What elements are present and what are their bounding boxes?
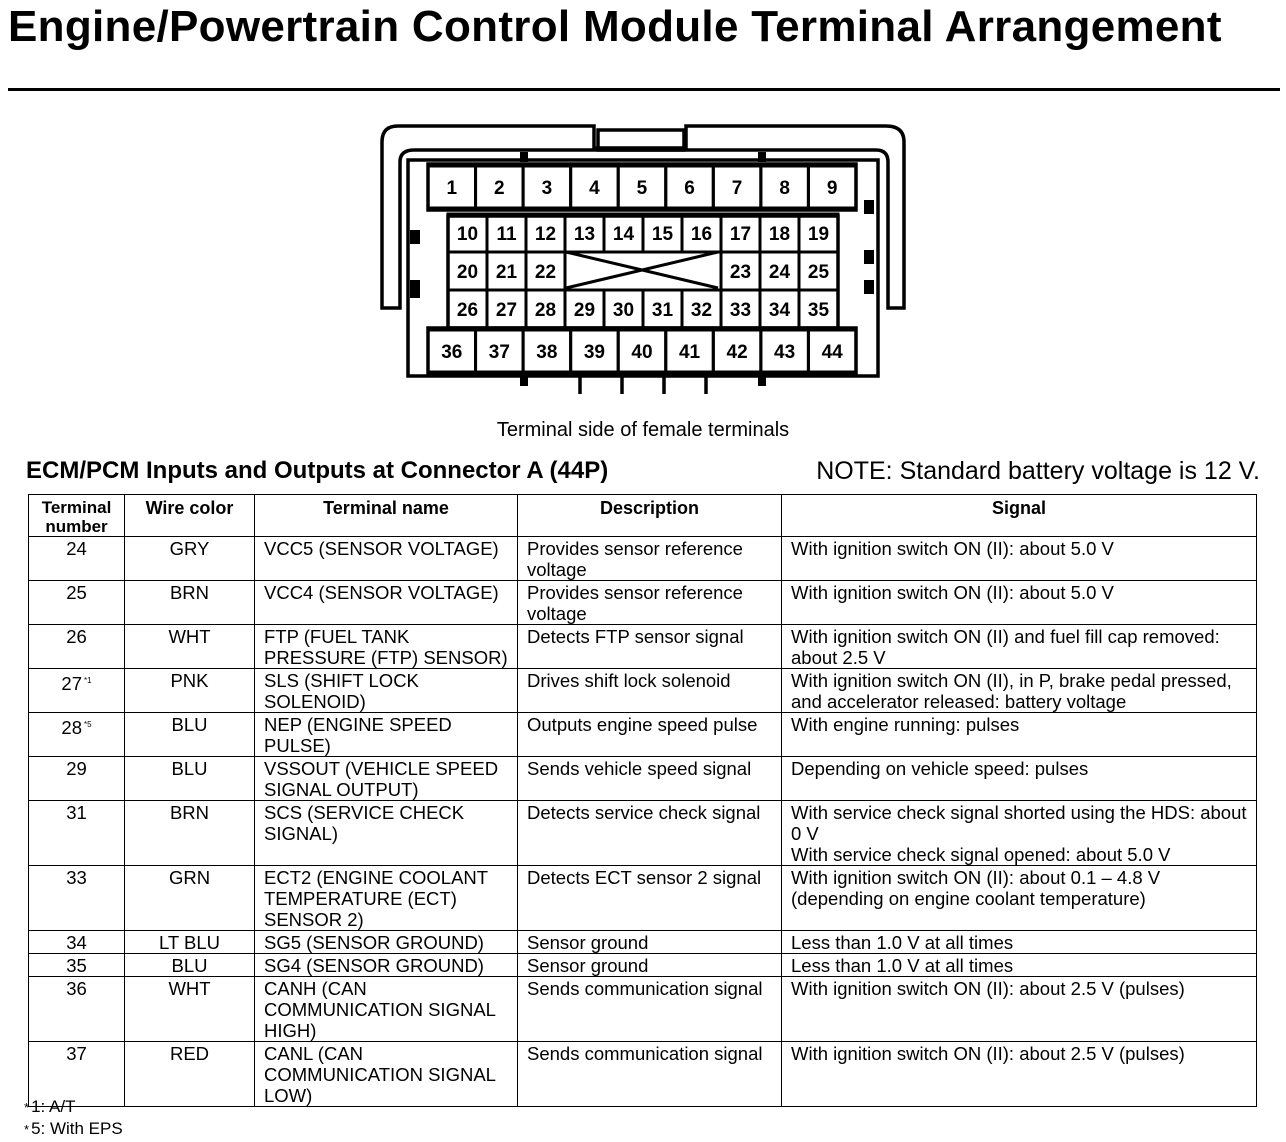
terminal-number-cell: 27 $^{*1}$: [29, 669, 125, 713]
table-row: [29, 625, 1257, 669]
terminal-label: 22: [534, 262, 557, 283]
terminal-label: 16: [690, 224, 713, 245]
header-wire-color: Wire color: [125, 495, 255, 537]
footnote-marker: *5: [84, 720, 92, 729]
wire-color-cell: BLU: [125, 954, 255, 977]
terminal-label: 18: [768, 224, 791, 245]
terminal-number-cell: 33: [29, 866, 125, 931]
wire-color-cell: GRY: [125, 537, 255, 581]
table-row: [29, 537, 1257, 581]
connector-bottom-tabs: [580, 376, 706, 394]
wire-color-cell: WHT: [125, 977, 255, 1042]
signal-cell: With engine running: pulses: [782, 713, 1257, 757]
terminal-label: 10: [456, 224, 479, 245]
terminal-table: [28, 494, 1257, 1107]
terminal-name-cell: FTP (FUEL TANK PRESSURE (FTP) SENSOR): [255, 625, 518, 669]
description-cell: Sends communication signal: [518, 1042, 782, 1107]
table-row: [29, 1042, 1257, 1107]
signal-cell: With ignition switch ON (II): about 0.1 – 4.8 V (depending on engine coolant temperature): [782, 866, 1257, 931]
signal-cell: With ignition switch ON (II): about 5.0 V: [782, 537, 1257, 581]
terminal-number-cell: 35: [29, 954, 125, 977]
table-row: [29, 581, 1257, 625]
terminal-label: 14: [612, 224, 635, 245]
wire-color-cell: LT BLU: [125, 931, 255, 954]
terminal-label: 36: [441, 342, 463, 363]
terminal-label: 31: [651, 300, 674, 321]
terminal-name-cell: SG5 (SENSOR GROUND): [255, 931, 518, 954]
blank-cavity-cross: [566, 252, 718, 288]
terminal-label: 8: [779, 178, 790, 199]
signal-cell: With ignition switch ON (II) and fuel fill cap removed: about 2.5 V: [782, 625, 1257, 669]
wire-color-cell: GRN: [125, 866, 255, 931]
terminal-label: 15: [651, 224, 674, 245]
terminal-name-cell: VSSOUT (VEHICLE SPEED SIGNAL OUTPUT): [255, 757, 518, 801]
header-signal: Signal: [782, 495, 1257, 537]
signal-cell: With ignition switch ON (II), in P, brake pedal pressed, and accelerator released: battery voltage: [782, 669, 1257, 713]
header-terminal-number: Terminal number: [29, 495, 125, 537]
terminal-label: 33: [729, 300, 752, 321]
table-row: [29, 713, 1257, 757]
terminal-number-cell: 29: [29, 757, 125, 801]
terminal-label: 30: [612, 300, 635, 321]
description-cell: Outputs engine speed pulse: [518, 713, 782, 757]
footnote: * 1: A/T: [24, 1097, 76, 1116]
wire-color-cell: WHT: [125, 625, 255, 669]
table-row: [29, 801, 1257, 866]
signal-cell: Less than 1.0 V at all times: [782, 954, 1257, 977]
connector-diagram: [378, 122, 910, 394]
footnote: * 5: With EPS: [24, 1119, 123, 1138]
terminal-name-cell: NEP (ENGINE SPEED PULSE): [255, 713, 518, 757]
terminal-number-cell: 26: [29, 625, 125, 669]
table-row: [29, 866, 1257, 931]
footnote-marker: *1: [84, 676, 92, 685]
terminal-label: 2: [494, 178, 505, 199]
terminal-label: 39: [583, 342, 605, 363]
terminal-label: 29: [573, 300, 596, 321]
terminal-label: 24: [768, 262, 791, 283]
terminal-label: 1: [446, 178, 458, 199]
signal-line: With service check signal shorted using the HDS: about 0 V: [791, 802, 1247, 844]
terminal-label: 37: [488, 342, 510, 363]
terminal-number-cell: 34: [29, 931, 125, 954]
terminal-name-cell: SG4 (SENSOR GROUND): [255, 954, 518, 977]
signal-cell: With ignition switch ON (II): about 2.5 V (pulses): [782, 977, 1257, 1042]
wire-color-cell: BRN: [125, 801, 255, 866]
table-header-row: [29, 495, 1257, 537]
terminal-label: 20: [456, 262, 479, 283]
terminal-label: 32: [690, 300, 713, 321]
terminal-label: 23: [729, 262, 752, 283]
table-row: [29, 977, 1257, 1042]
wire-color-cell: BLU: [125, 713, 255, 757]
header-description: Description: [518, 495, 782, 537]
terminal-name-cell: VCC5 (SENSOR VOLTAGE): [255, 537, 518, 581]
terminal-name-cell: CANH (CAN COMMUNICATION SIGNAL HIGH): [255, 977, 518, 1042]
terminal-label: 41: [678, 342, 701, 363]
description-cell: Detects service check signal: [518, 801, 782, 866]
terminal-label: 7: [731, 178, 743, 199]
terminal-label: 9: [826, 178, 838, 199]
signal-cell: With ignition switch ON (II): about 2.5 V (pulses): [782, 1042, 1257, 1107]
terminal-label: 3: [541, 178, 553, 199]
signal-line: With service check signal opened: about 5.0 V: [791, 844, 1171, 865]
terminal-label: 17: [729, 224, 752, 245]
terminal-number-cell: 36: [29, 977, 125, 1042]
terminal-label: 26: [456, 300, 479, 321]
terminal-name-cell: VCC4 (SENSOR VOLTAGE): [255, 581, 518, 625]
terminal-label: 6: [684, 178, 695, 199]
table-row: [29, 757, 1257, 801]
terminal-number-cell: 28 $^{*5}$: [29, 713, 125, 757]
section-title: ECM/PCM Inputs and Outputs at Connector A (44P): [26, 457, 609, 484]
terminal-name-cell: SCS (SERVICE CHECK SIGNAL): [255, 801, 518, 866]
terminal-label: 40: [631, 342, 653, 363]
terminal-label: 42: [726, 342, 748, 363]
description-cell: Sends communication signal: [518, 977, 782, 1042]
page-title: Engine/Powertrain Control Module Terminal Arrangement: [8, 2, 1222, 51]
terminal-name-cell: SLS (SHIFT LOCK SOLENOID): [255, 669, 518, 713]
terminal-label: 34: [768, 300, 791, 321]
terminal-number-cell: 25: [29, 581, 125, 625]
description-cell: Detects ECT sensor 2 signal: [518, 866, 782, 931]
table-row: [29, 954, 1257, 977]
terminal-label: 35: [807, 300, 830, 321]
terminal-label: 5: [636, 178, 648, 199]
terminal-label: 12: [534, 224, 557, 245]
wire-color-cell: PNK: [125, 669, 255, 713]
terminal-label: 13: [573, 224, 596, 245]
wire-color-cell: BRN: [125, 581, 255, 625]
terminal-label: 25: [807, 262, 830, 283]
wire-color-cell: BLU: [125, 757, 255, 801]
terminal-name-cell: CANL (CAN COMMUNICATION SIGNAL LOW): [255, 1042, 518, 1107]
terminal-label: 4: [589, 178, 600, 199]
title-rule: [8, 88, 1280, 91]
signal-cell: [782, 801, 1257, 866]
header-terminal-name: Terminal name: [255, 495, 518, 537]
description-cell: Sends vehicle speed signal: [518, 757, 782, 801]
description-cell: Provides sensor reference voltage: [518, 537, 782, 581]
signal-cell: With ignition switch ON (II): about 5.0 V: [782, 581, 1257, 625]
terminal-number-cell: 31: [29, 801, 125, 866]
terminal-number-cell: 24: [29, 537, 125, 581]
terminal-label: 44: [821, 342, 843, 363]
description-cell: Sensor ground: [518, 954, 782, 977]
wire-color-cell: RED: [125, 1042, 255, 1107]
terminal-label: 27: [495, 300, 518, 321]
description-cell: Detects FTP sensor signal: [518, 625, 782, 669]
terminal-label: 38: [536, 342, 558, 363]
voltage-note: NOTE: Standard battery voltage is 12 V.: [816, 457, 1260, 485]
terminal-label: 21: [495, 262, 518, 283]
terminal-label: 28: [534, 300, 557, 321]
terminal-label: 43: [774, 342, 796, 363]
footnotes: [24, 1096, 123, 1140]
terminal-number-cell: 37: [29, 1042, 125, 1107]
signal-cell: Less than 1.0 V at all times: [782, 931, 1257, 954]
signal-cell: Depending on vehicle speed: pulses: [782, 757, 1257, 801]
terminal-label: 19: [807, 224, 830, 245]
table-row: [29, 669, 1257, 713]
connector-caption: Terminal side of female terminals: [496, 419, 790, 441]
terminal-name-cell: ECT2 (ENGINE COOLANT TEMPERATURE (ECT) SENSOR 2): [255, 866, 518, 931]
terminal-label: 11: [496, 224, 517, 245]
description-cell: Drives shift lock solenoid: [518, 669, 782, 713]
table-row: [29, 931, 1257, 954]
description-cell: Provides sensor reference voltage: [518, 581, 782, 625]
description-cell: Sensor ground: [518, 931, 782, 954]
